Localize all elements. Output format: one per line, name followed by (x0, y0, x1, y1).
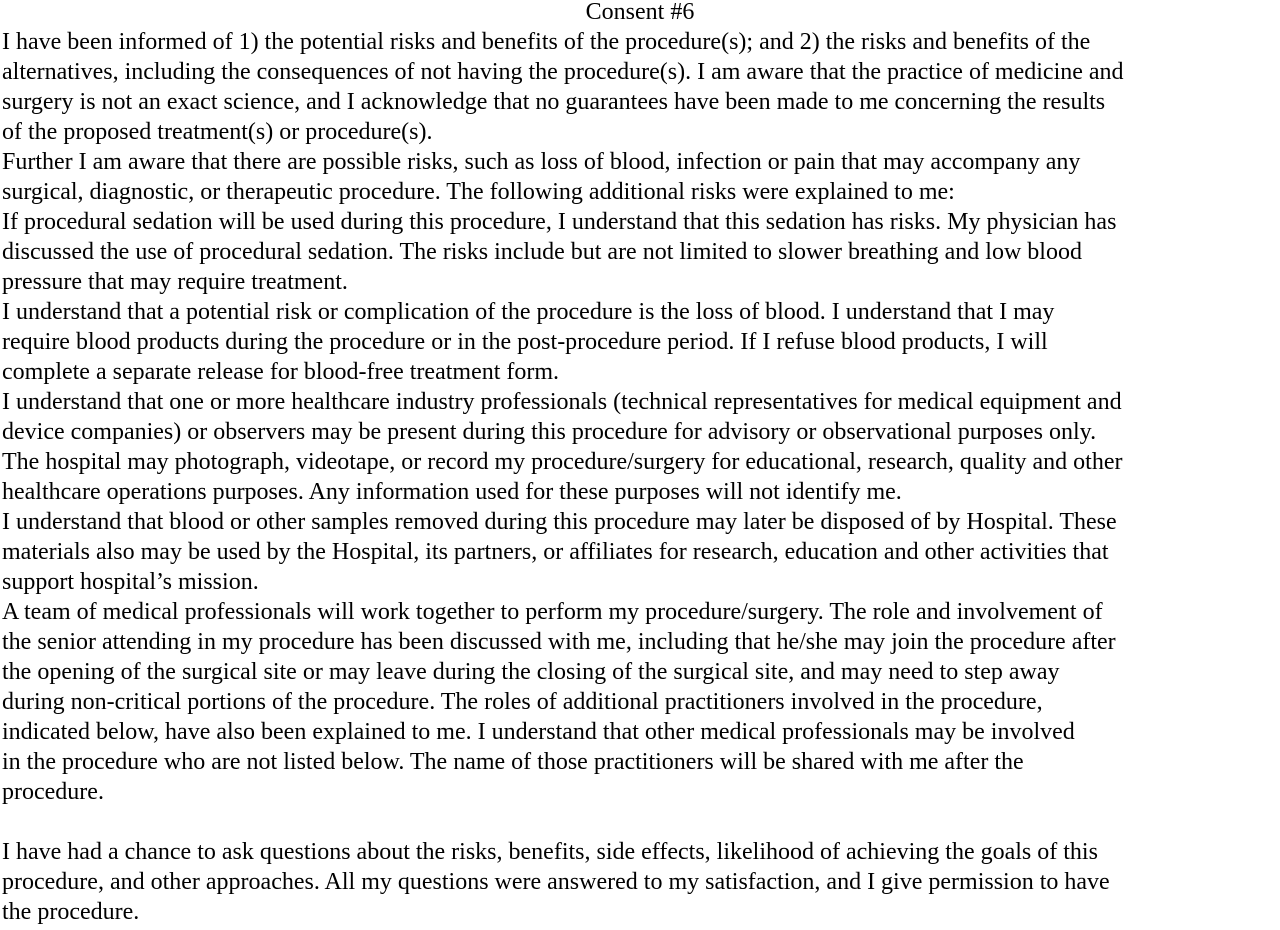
consent-line: complete a separate release for blood-free treatment form. (2, 359, 560, 385)
consent-line: of the proposed treatment(s) or procedure(s). (2, 119, 433, 145)
consent-line: procedure. (2, 779, 104, 805)
consent-line: The hospital may photograph, videotape, or record my procedure/surgery for educational, research, quality and other (2, 449, 1123, 475)
consent-line: healthcare operations purposes. Any information used for these purposes will not identify me. (2, 479, 902, 505)
consent-line: discussed the use of procedural sedation. The risks include but are not limited to slower breathing and low blood (2, 239, 1082, 265)
consent-line: I have had a chance to ask questions about the risks, benefits, side effects, likelihood of achieving the goals of this (2, 839, 1098, 865)
consent-line: pressure that may require treatment. (2, 269, 348, 295)
document-title: Consent #6 (585, 0, 695, 25)
consent-line: procedure, and other approaches. All my questions were answered to my satisfaction, and I give permission to have (2, 869, 1110, 895)
consent-line: surgical, diagnostic, or therapeutic procedure. The following additional risks were explained to me: (2, 179, 955, 205)
consent-line: I have been informed of 1) the potential risks and benefits of the procedure(s); and 2) the risks and benefits of the (2, 29, 1091, 55)
consent-line: the opening of the surgical site or may leave during the closing of the surgical site, and may need to step away (2, 659, 1060, 685)
consent-line: during non-critical portions of the procedure. The roles of additional practitioners involved in the procedure, (2, 689, 1043, 715)
consent-line: indicated below, have also been explained to me. I understand that other medical professionals may be involved (2, 719, 1075, 745)
consent-line: A team of medical professionals will work together to perform my procedure/surgery. The role and involvement of (2, 599, 1103, 625)
consent-line: the senior attending in my procedure has been discussed with me, including that he/she may join the procedure after (2, 629, 1116, 655)
consent-line: If procedural sedation will be used during this procedure, I understand that this sedation has risks. My physician has (2, 209, 1117, 235)
consent-line: surgery is not an exact science, and I acknowledge that no guarantees have been made to me concerning the results (2, 89, 1106, 115)
consent-line: the procedure. (2, 899, 140, 925)
consent-line: Further I am aware that there are possible risks, such as loss of blood, infection or pain that may accompany any (2, 149, 1081, 175)
consent-line: materials also may be used by the Hospital, its partners, or affiliates for research, education and other activities that (2, 539, 1109, 565)
consent-line: alternatives, including the consequences of not having the procedure(s). I am aware that the practice of medicine and (2, 59, 1124, 85)
consent-line: in the procedure who are not listed below. The name of those practitioners will be shared with me after the (2, 749, 1024, 775)
consent-line: I understand that one or more healthcare industry professionals (technical representatives for medical equipment and (2, 389, 1122, 415)
consent-line: device companies) or observers may be present during this procedure for advisory or observational purposes only. (2, 419, 1097, 445)
consent-line: I understand that a potential risk or complication of the procedure is the loss of blood. I understand that I may (2, 299, 1055, 325)
consent-line: support hospital’s mission. (2, 569, 259, 595)
consent-line: require blood products during the procedure or in the post-procedure period. If I refuse blood products, I will (2, 329, 1048, 355)
consent-line: I understand that blood or other samples removed during this procedure may later be disposed of by Hospital. These (2, 509, 1117, 535)
